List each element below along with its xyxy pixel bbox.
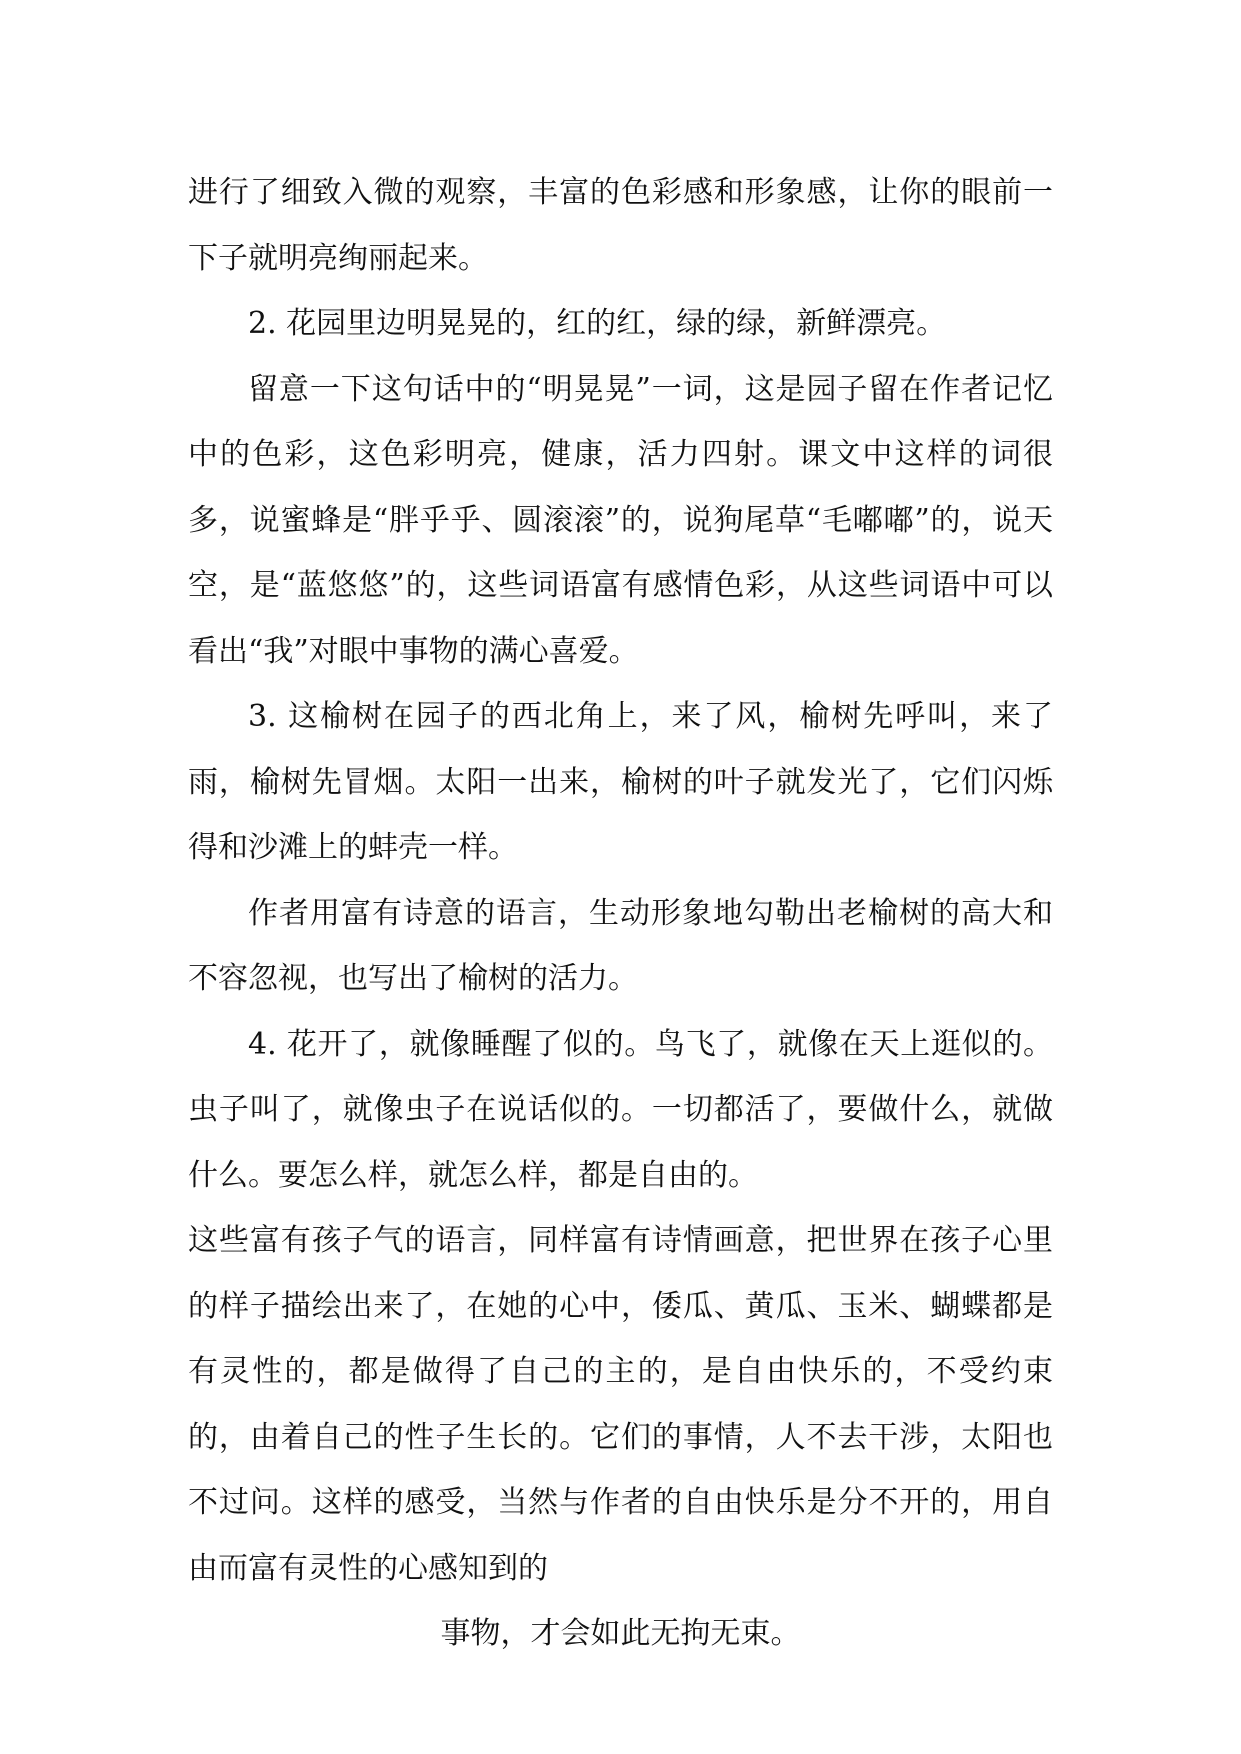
quote-item-3: 3. 这榆树在园子的西北角上，来了风，榆树先呼叫，来了雨，榆树先冒烟。太阳一出来，榆树的叶子就发光了，它们闪烁得和沙滩上的蚌壳一样。 bbox=[188, 699, 1053, 865]
analysis-paragraph-4-end: 事物，才会如此无拘无束。 bbox=[440, 1616, 801, 1651]
quote-item-4: 4. 花开了，就像睡醒了似的。鸟飞了，就像在天上逛似的。虫子叫了，就像虫子在说话似的。一切都活了，要做什么，就做什么。要怎么样，就怎么样，都是自由的。 bbox=[188, 1026, 1053, 1193]
analysis-paragraph-4: 这些富有孩子气的语言，同样富有诗情画意，把世界在孩子心里的样子描绘出来了，在她的心中，倭瓜、黄瓜、玉米、蝴蝶都是有灵性的，都是做得了自己的主的，是自由快乐的，不受约束的，由着自己的性子生长的。它们的事情，人不去干涉，太阳也不过问。这样的感受，当然与作者的自由快乐是分不开的，用自由而富有灵性的心感知到的 bbox=[188, 1223, 1053, 1586]
paragraph-continuation: 进行了细致入微的观察，丰富的色彩感和形象感，让你的眼前一下子就明亮绚丽起来。 bbox=[188, 175, 1053, 276]
analysis-paragraph-2: 留意一下这句话中的“明晃晃”一词，这是园子留在作者记忆中的色彩，这色彩明亮，健康，活力四射。课文中这样的词很多，说蜜蜂是“胖乎乎、圆滚滚”的，说狗尾草“毛嘟嘟”的，说天空，是“蓝悠悠”的，这些词语富有感情色彩，从这些词语中可以看出“我”对眼中事物的满心喜爱。 bbox=[188, 371, 1053, 669]
body-text bbox=[188, 160, 1053, 1667]
analysis-paragraph-3: 作者用富有诗意的语言，生动形象地勾勒出老榆树的高大和不容忽视，也写出了榆树的活力。 bbox=[188, 895, 1053, 996]
quote-item-2: 2. 花园里边明晃晃的，红的红，绿的绿，新鲜漂亮。 bbox=[248, 306, 947, 341]
